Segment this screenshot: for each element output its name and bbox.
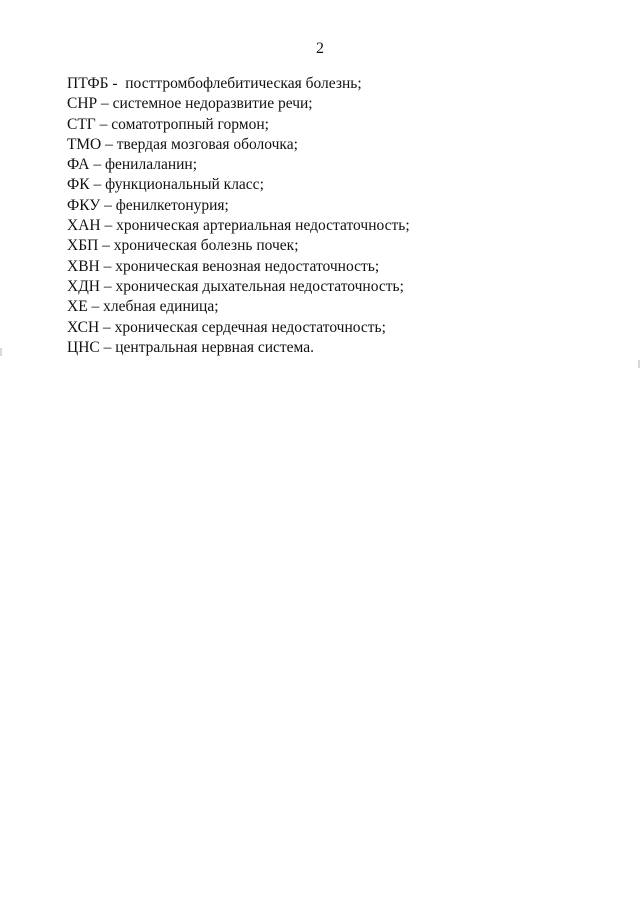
- abbreviation-term: ТМО: [67, 135, 102, 153]
- abbreviation-separator: –: [99, 338, 116, 356]
- abbreviation-term: ФА: [67, 156, 90, 174]
- abbreviation-definition: центральная нервная система.: [115, 338, 315, 356]
- list-item: [67, 277, 607, 297]
- abbreviation-definition: хроническая болезнь почек;: [113, 237, 299, 255]
- abbreviation-term: ХАН: [67, 217, 101, 235]
- abbreviation-term: ЦНС: [67, 338, 100, 356]
- abbreviation-term: ХСН: [67, 318, 100, 336]
- abbreviation-term: ХЕ: [67, 298, 88, 316]
- abbreviation-definition: фенилкетонурия;: [115, 196, 229, 214]
- abbreviation-term: СТГ: [67, 115, 96, 133]
- abbreviation-term: ФКУ: [67, 196, 101, 214]
- abbreviation-separator: –: [87, 298, 104, 316]
- abbreviation-separator: –: [97, 95, 113, 113]
- abbreviation-definition: хроническая артериальная недостаточность;: [116, 217, 410, 235]
- abbreviation-definition: твердая мозговая оболочка;: [116, 135, 298, 153]
- abbreviation-term: ФК: [67, 176, 90, 194]
- list-item: [67, 115, 607, 135]
- abbreviation-definition: хроническая дыхательная недостаточность;: [115, 277, 404, 295]
- list-item: [67, 297, 607, 317]
- abbreviation-separator: –: [99, 318, 115, 336]
- abbreviation-separator: –: [89, 156, 105, 174]
- abbreviation-term: ХВН: [67, 257, 100, 275]
- list-item: [67, 216, 607, 236]
- abbreviation-definition: фенилаланин;: [104, 156, 198, 174]
- list-item: [67, 196, 607, 216]
- list-item: [67, 338, 607, 358]
- abbreviation-separator: –: [98, 237, 114, 255]
- list-item: [67, 318, 607, 338]
- abbreviation-separator: –: [101, 135, 117, 153]
- abbreviation-separator: –: [100, 196, 116, 214]
- abbreviation-term: СНР: [67, 95, 98, 113]
- abbreviation-definition: функциональный класс;: [105, 176, 264, 194]
- list-item: [67, 175, 607, 195]
- abbreviation-definition: посттромбофлебитическая болезнь;: [125, 75, 362, 92]
- abbreviation-separator: –: [100, 217, 117, 235]
- scan-edge-mark: [0, 348, 2, 356]
- abbreviation-term: ПТФБ: [67, 75, 109, 92]
- abbreviation-list: [67, 74, 607, 358]
- abbreviation-definition: хроническая сердечная недостаточность;: [114, 318, 386, 336]
- abbreviation-separator: –: [95, 115, 112, 133]
- abbreviation-term: ХБП: [67, 237, 99, 255]
- list-item: [67, 94, 607, 114]
- list-item: [67, 74, 607, 94]
- abbreviation-definition: соматотропный гормон;: [111, 115, 269, 133]
- abbreviation-separator: –: [99, 277, 116, 295]
- list-item: [67, 257, 607, 277]
- abbreviation-definition: системное недоразвитие речи;: [112, 95, 313, 113]
- list-item: [67, 236, 607, 256]
- abbreviation-separator: –: [99, 257, 116, 275]
- abbreviation-definition: хлебная единица;: [103, 298, 219, 316]
- abbreviation-term: ХДН: [67, 277, 100, 295]
- list-item: [67, 135, 607, 155]
- abbreviation-separator: –: [89, 176, 106, 194]
- abbreviation-definition: хроническая венозная недостаточность;: [115, 257, 380, 275]
- page-number: 2: [316, 40, 324, 57]
- abbreviation-separator: -: [108, 75, 126, 92]
- list-item: [67, 155, 607, 175]
